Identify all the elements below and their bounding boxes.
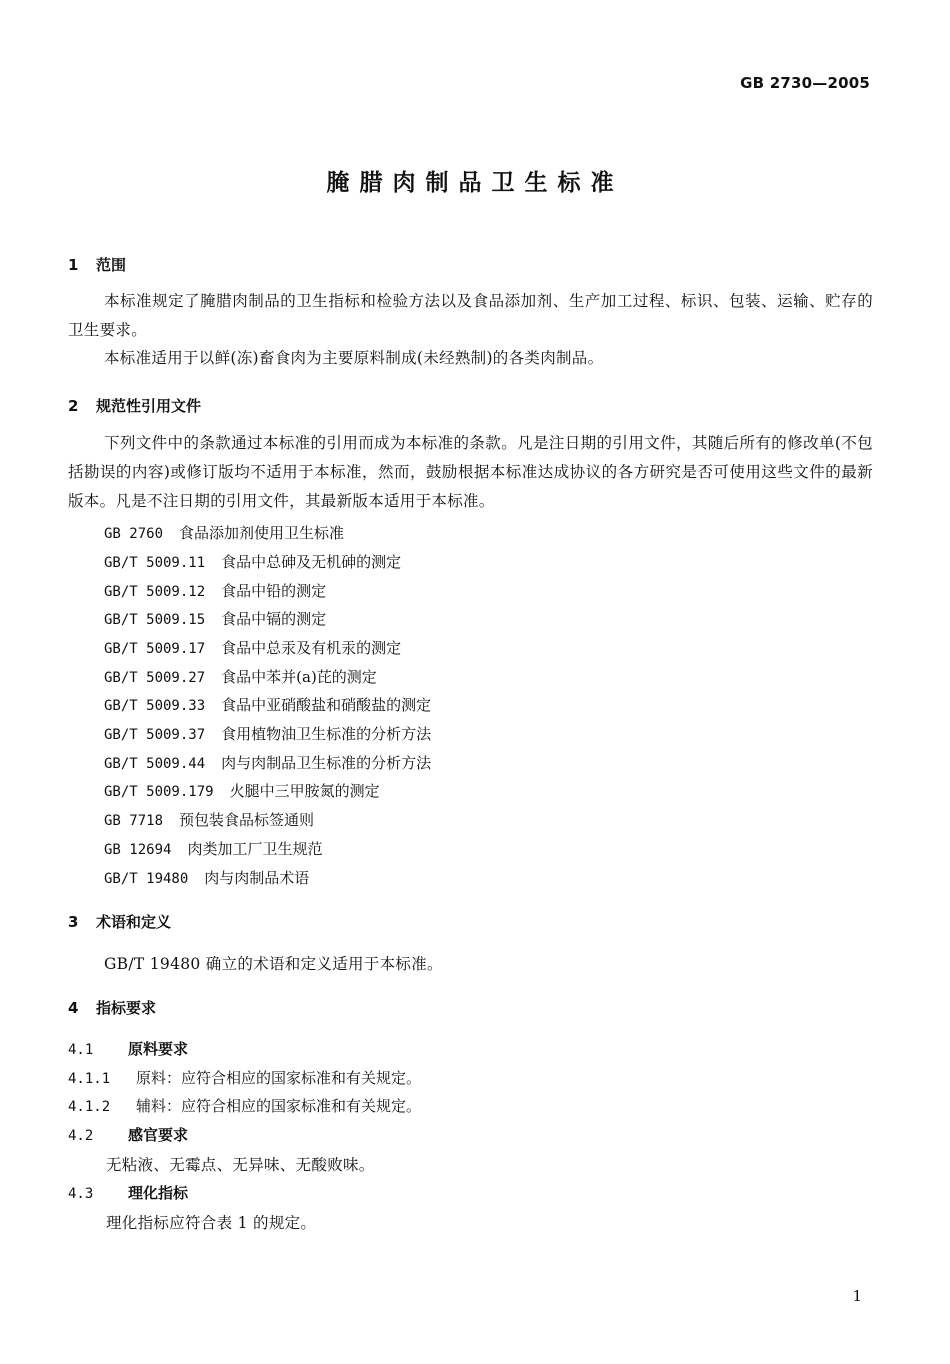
section-title: 指标要求 [96,999,157,1017]
reference-name: 食品中亚硝酸盐和硝酸盐的测定 [221,696,432,714]
clause-text: 原料：应符合相应的国家标准和有关规定。 [136,1069,422,1087]
reference-code: GB/T 5009.17 [104,641,206,657]
section-1-paragraph-1: 本标准规定了腌腊肉制品的卫生指标和检验方法以及食品添加剂、生产加工过程、标识、包装、运输、贮存的卫生要求。 [68,292,873,339]
reference-item [104,838,322,859]
page-number: 1 [852,1287,862,1305]
section-1-paragraph-2: 本标准适用于以鲜(冻)畜食肉为主要原料制成(未经熟制)的各类肉制品。 [104,349,604,367]
reference-code: GB/T 5009.15 [104,612,206,628]
reference-name: 食品中苯并(a)芘的测定 [221,668,377,686]
reference-code: GB 2760 [104,526,164,542]
section-title: 术语和定义 [96,913,172,931]
section-number: 2 [68,397,79,415]
reference-item [104,809,314,830]
reference-item [104,666,377,687]
reference-name: 火腿中三甲胺氮的测定 [229,782,380,800]
reference-item [104,551,401,572]
subsection-4-3-heading [68,1182,188,1203]
subsection-title: 理化指标 [128,1184,189,1202]
section-number: 4 [68,999,79,1017]
section-2-paragraph-1: 下列文件中的条款通过本标准的引用而成为本标准的条款。凡是注日期的引用文件，其随后所有的修改单(不包括勘误的内容)或修订版均不适用于本标准，然而，鼓励根据本标准达成协议的各方研究是否可使用这些文件的最新版本。凡是不注日期的引用文件，其最新版本适用于本标准。 [68,434,873,510]
reference-name: 食品添加剂使用卫生标准 [179,524,345,542]
reference-name: 肉与肉制品术语 [204,869,310,887]
section-number: 3 [68,913,79,931]
reference-item [104,580,326,601]
reference-code: GB/T 5009.37 [104,727,206,743]
clause-text: 辅料：应符合相应的国家标准和有关规定。 [136,1097,422,1115]
reference-item [104,608,326,629]
reference-name: 预包装食品标签通则 [179,811,315,829]
reference-item [104,723,431,744]
reference-code: GB 12694 [104,842,172,858]
clause-4-1-1 [68,1067,421,1088]
reference-code: GB/T 5009.33 [104,698,206,714]
reference-code: GB/T 5009.12 [104,584,206,600]
subsection-title: 原料要求 [128,1040,189,1058]
reference-name: 食品中镉的测定 [221,610,327,628]
subsection-4-2-heading [68,1124,188,1145]
subsection-4-2-text: 无粘液、无霉点、无异味、无酸败味。 [106,1156,375,1174]
standard-number: GB 2730—2005 [740,74,870,92]
subsection-number: 4.3 [68,1186,94,1202]
reference-name: 食品中铅的测定 [221,582,327,600]
reference-code: GB/T 5009.44 [104,756,206,772]
reference-code: GB 7718 [104,813,164,829]
subsection-number: 4.2 [68,1128,94,1144]
reference-item [104,694,431,715]
section-number: 1 [68,256,79,274]
reference-name: 食品中总汞及有机汞的测定 [221,639,402,657]
section-title: 规范性引用文件 [96,397,202,415]
reference-item [104,780,380,801]
clause-4-1-2 [68,1095,421,1116]
reference-code: GB/T 5009.11 [104,555,206,571]
reference-item [104,752,431,773]
section-3-heading [68,911,171,932]
reference-item [104,522,344,543]
clause-number: 4.1.2 [68,1099,111,1115]
subsection-4-3-text: 理化指标应符合表 1 的规定。 [106,1214,317,1232]
section-1-heading [68,254,126,275]
reference-code: GB/T 5009.27 [104,670,206,686]
subsection-number: 4.1 [68,1042,94,1058]
section-4-heading [68,997,156,1018]
reference-code: GB/T 5009.179 [104,784,214,800]
section-2-heading [68,395,201,416]
section-3-paragraph: GB/T 19480 确立的术语和定义适用于本标准。 [104,955,443,973]
subsection-title: 感官要求 [128,1126,189,1144]
reference-item [104,637,401,658]
reference-name: 肉与肉制品卫生标准的分析方法 [221,754,432,772]
reference-name: 食品中总砷及无机砷的测定 [221,553,402,571]
reference-item [104,867,309,888]
subsection-4-1-heading [68,1038,188,1059]
document-title: 腌腊肉制品卫生标准 [326,170,624,196]
reference-code: GB/T 19480 [104,871,189,887]
clause-number: 4.1.1 [68,1071,111,1087]
section-title: 范围 [96,256,127,274]
reference-name: 肉类加工厂卫生规范 [187,840,323,858]
reference-name: 食用植物油卫生标准的分析方法 [221,725,432,743]
